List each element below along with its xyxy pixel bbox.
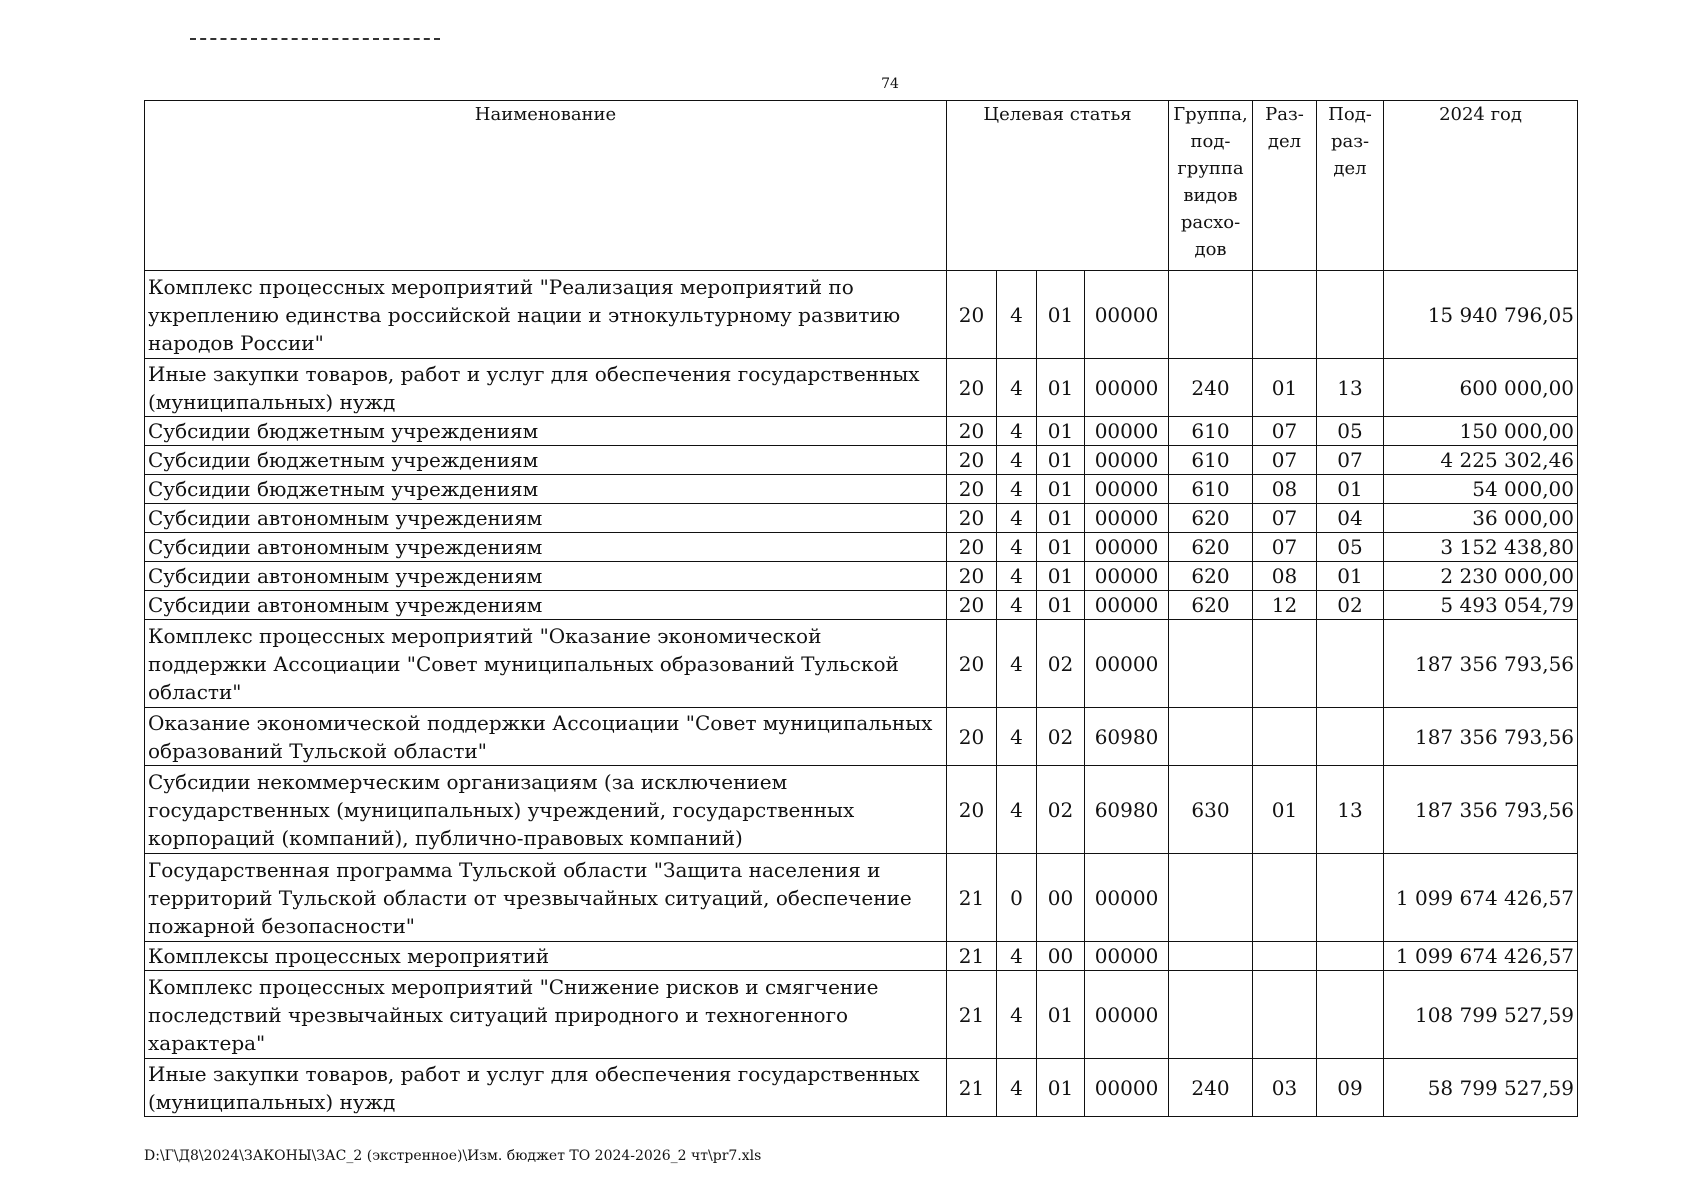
cell-section <box>1253 708 1317 766</box>
cell-target-direction: 00000 <box>1085 504 1169 533</box>
header-subsection: Под-раз-дел <box>1317 101 1384 271</box>
cell-target-direction: 00000 <box>1085 1059 1169 1117</box>
cell-section: 07 <box>1253 533 1317 562</box>
cell-target-direction: 60980 <box>1085 766 1169 854</box>
cell-target-event: 02 <box>1037 620 1085 708</box>
cell-target-direction: 00000 <box>1085 446 1169 475</box>
cell-target-program: 20 <box>947 271 997 359</box>
cell-target-program: 21 <box>947 971 997 1059</box>
cell-target-program: 21 <box>947 1059 997 1117</box>
cell-amount: 1 099 674 426,57 <box>1384 942 1578 971</box>
cell-target-direction: 00000 <box>1085 359 1169 417</box>
cell-section: 07 <box>1253 446 1317 475</box>
cell-target-subprogram: 4 <box>997 766 1037 854</box>
cell-target-direction: 00000 <box>1085 591 1169 620</box>
cell-expense-group <box>1169 620 1253 708</box>
header-section: Раз-дел <box>1253 101 1317 271</box>
cell-target-event: 01 <box>1037 446 1085 475</box>
cell-section <box>1253 971 1317 1059</box>
cell-expense-group: 620 <box>1169 504 1253 533</box>
cell-target-subprogram: 4 <box>997 446 1037 475</box>
cell-amount: 58 799 527,59 <box>1384 1059 1578 1117</box>
cell-target-program: 20 <box>947 359 997 417</box>
cell-target-program: 20 <box>947 591 997 620</box>
cell-target-program: 20 <box>947 504 997 533</box>
cell-amount: 5 493 054,79 <box>1384 591 1578 620</box>
cell-row-name: Оказание экономической поддержки Ассоциации "Совет муниципальных образований Тульской области" <box>145 708 947 766</box>
cell-section: 01 <box>1253 359 1317 417</box>
cell-target-subprogram: 4 <box>997 620 1037 708</box>
cell-target-direction: 00000 <box>1085 620 1169 708</box>
cell-expense-group <box>1169 854 1253 942</box>
cell-expense-group: 240 <box>1169 359 1253 417</box>
cell-subsection <box>1317 620 1384 708</box>
cell-target-direction: 00000 <box>1085 417 1169 446</box>
cell-expense-group: 610 <box>1169 417 1253 446</box>
cell-amount: 187 356 793,56 <box>1384 620 1578 708</box>
cell-subsection: 07 <box>1317 446 1384 475</box>
cell-target-direction: 00000 <box>1085 942 1169 971</box>
cell-expense-group <box>1169 271 1253 359</box>
cell-target-program: 20 <box>947 533 997 562</box>
cell-amount: 108 799 527,59 <box>1384 971 1578 1059</box>
page-number: 74 <box>881 76 899 92</box>
cell-subsection: 13 <box>1317 766 1384 854</box>
cell-section <box>1253 854 1317 942</box>
cell-target-event: 01 <box>1037 971 1085 1059</box>
cell-amount: 187 356 793,56 <box>1384 708 1578 766</box>
cell-row-name: Иные закупки товаров, работ и услуг для обеспечения государственных (муниципальных) нужд <box>145 1059 947 1117</box>
cell-row-name: Комплекс процессных мероприятий "Оказание экономической поддержки Ассоциации "Совет муниципальных образований Тульской области" <box>145 620 947 708</box>
table-row <box>145 1059 1578 1117</box>
cell-section: 01 <box>1253 766 1317 854</box>
cell-subsection: 02 <box>1317 591 1384 620</box>
cell-amount: 15 940 796,05 <box>1384 271 1578 359</box>
cell-expense-group: 620 <box>1169 591 1253 620</box>
header-expense-group: Группа, под-группа видов расхо-дов <box>1169 101 1253 271</box>
cell-target-event: 00 <box>1037 942 1085 971</box>
table-row <box>145 475 1578 504</box>
cell-target-direction: 00000 <box>1085 562 1169 591</box>
cell-target-subprogram: 4 <box>997 533 1037 562</box>
table-row <box>145 562 1578 591</box>
cell-subsection <box>1317 271 1384 359</box>
cell-amount: 54 000,00 <box>1384 475 1578 504</box>
cell-target-subprogram: 4 <box>997 1059 1037 1117</box>
cell-expense-group: 620 <box>1169 562 1253 591</box>
cell-amount: 2 230 000,00 <box>1384 562 1578 591</box>
cell-amount: 600 000,00 <box>1384 359 1578 417</box>
cell-target-program: 21 <box>947 942 997 971</box>
header-name: Наименование <box>145 101 947 271</box>
table-row <box>145 271 1578 359</box>
cell-target-direction: 00000 <box>1085 971 1169 1059</box>
cell-target-direction: 00000 <box>1085 854 1169 942</box>
cell-target-subprogram: 4 <box>997 504 1037 533</box>
cell-target-subprogram: 4 <box>997 359 1037 417</box>
header-year: 2024 год <box>1384 101 1578 271</box>
cell-row-name: Государственная программа Тульской области "Защита населения и территорий Тульской области от чрезвычайных ситуаций, обеспечение пожарной безопасности" <box>145 854 947 942</box>
cell-target-event: 00 <box>1037 854 1085 942</box>
cell-target-program: 20 <box>947 708 997 766</box>
cell-target-program: 20 <box>947 620 997 708</box>
cell-expense-group <box>1169 708 1253 766</box>
cell-target-direction: 00000 <box>1085 271 1169 359</box>
cell-row-name: Субсидии бюджетным учреждениям <box>145 446 947 475</box>
table-row <box>145 359 1578 417</box>
cell-target-direction: 00000 <box>1085 475 1169 504</box>
cell-subsection: 13 <box>1317 359 1384 417</box>
cell-subsection: 09 <box>1317 1059 1384 1117</box>
cell-target-subprogram: 4 <box>997 562 1037 591</box>
cell-section: 08 <box>1253 475 1317 504</box>
cell-target-event: 01 <box>1037 1059 1085 1117</box>
cell-amount: 1 099 674 426,57 <box>1384 854 1578 942</box>
cell-amount: 36 000,00 <box>1384 504 1578 533</box>
cell-section <box>1253 942 1317 971</box>
cell-row-name: Субсидии бюджетным учреждениям <box>145 417 947 446</box>
cell-amount: 187 356 793,56 <box>1384 766 1578 854</box>
cell-target-direction: 60980 <box>1085 708 1169 766</box>
cell-subsection: 04 <box>1317 504 1384 533</box>
cell-target-event: 02 <box>1037 766 1085 854</box>
cell-target-event: 01 <box>1037 271 1085 359</box>
cell-target-event: 01 <box>1037 562 1085 591</box>
cell-target-program: 20 <box>947 562 997 591</box>
cell-target-subprogram: 4 <box>997 971 1037 1059</box>
cell-amount: 150 000,00 <box>1384 417 1578 446</box>
cell-target-subprogram: 4 <box>997 475 1037 504</box>
cell-target-direction: 00000 <box>1085 533 1169 562</box>
cell-expense-group <box>1169 971 1253 1059</box>
cell-row-name: Субсидии бюджетным учреждениям <box>145 475 947 504</box>
cell-target-program: 20 <box>947 475 997 504</box>
cell-target-program: 20 <box>947 766 997 854</box>
cell-target-event: 01 <box>1037 359 1085 417</box>
cell-subsection: 05 <box>1317 533 1384 562</box>
cell-section: 03 <box>1253 1059 1317 1117</box>
cell-row-name: Комплексы процессных мероприятий <box>145 942 947 971</box>
cell-target-event: 01 <box>1037 533 1085 562</box>
cell-row-name: Комплекс процессных мероприятий "Снижение рисков и смягчение последствий чрезвычайных ситуаций природного и техногенного характера" <box>145 971 947 1059</box>
cell-subsection: 05 <box>1317 417 1384 446</box>
top-dashed-line <box>190 38 440 40</box>
table-body <box>145 271 1578 1117</box>
budget-table <box>144 100 1578 1117</box>
cell-target-event: 01 <box>1037 504 1085 533</box>
footer-file-path: D:\Г\Д8\2024\ЗАКОНЫ\ЗАС_2 (экстренное)\Изм. бюджет ТО 2024-2026_2 чт\pr7.xls <box>144 1148 762 1164</box>
table-row <box>145 971 1578 1059</box>
cell-target-program: 21 <box>947 854 997 942</box>
cell-section: 07 <box>1253 504 1317 533</box>
cell-row-name: Комплекс процессных мероприятий "Реализация мероприятий по укреплению единства российской нации и этнокультурному развитию народов России" <box>145 271 947 359</box>
cell-target-event: 01 <box>1037 475 1085 504</box>
cell-expense-group <box>1169 942 1253 971</box>
header-target-article: Целевая статья <box>947 101 1169 271</box>
cell-expense-group: 240 <box>1169 1059 1253 1117</box>
cell-target-subprogram: 0 <box>997 854 1037 942</box>
cell-amount: 3 152 438,80 <box>1384 533 1578 562</box>
table-row <box>145 620 1578 708</box>
cell-target-subprogram: 4 <box>997 591 1037 620</box>
cell-target-subprogram: 4 <box>997 708 1037 766</box>
cell-expense-group: 630 <box>1169 766 1253 854</box>
cell-expense-group: 620 <box>1169 533 1253 562</box>
cell-amount: 4 225 302,46 <box>1384 446 1578 475</box>
cell-target-event: 02 <box>1037 708 1085 766</box>
cell-row-name: Иные закупки товаров, работ и услуг для обеспечения государственных (муниципальных) нужд <box>145 359 947 417</box>
cell-section: 12 <box>1253 591 1317 620</box>
table-row <box>145 446 1578 475</box>
cell-section: 07 <box>1253 417 1317 446</box>
cell-target-subprogram: 4 <box>997 942 1037 971</box>
cell-row-name: Субсидии автономным учреждениям <box>145 591 947 620</box>
cell-subsection <box>1317 971 1384 1059</box>
cell-row-name: Субсидии автономным учреждениям <box>145 533 947 562</box>
table-row <box>145 504 1578 533</box>
cell-section <box>1253 271 1317 359</box>
table-row <box>145 854 1578 942</box>
cell-expense-group: 610 <box>1169 475 1253 504</box>
table-row <box>145 591 1578 620</box>
cell-target-program: 20 <box>947 446 997 475</box>
cell-target-event: 01 <box>1037 417 1085 446</box>
cell-row-name: Субсидии автономным учреждениям <box>145 562 947 591</box>
cell-expense-group: 610 <box>1169 446 1253 475</box>
cell-target-subprogram: 4 <box>997 417 1037 446</box>
cell-row-name: Субсидии некоммерческим организациям (за исключением государственных (муниципальных) учреждений, государственных корпораций (компаний), публично-правовых компаний) <box>145 766 947 854</box>
table-row <box>145 766 1578 854</box>
cell-section <box>1253 620 1317 708</box>
cell-target-subprogram: 4 <box>997 271 1037 359</box>
cell-subsection: 01 <box>1317 475 1384 504</box>
table-row <box>145 533 1578 562</box>
cell-subsection <box>1317 854 1384 942</box>
cell-target-program: 20 <box>947 417 997 446</box>
cell-subsection <box>1317 942 1384 971</box>
table-row <box>145 708 1578 766</box>
cell-subsection: 01 <box>1317 562 1384 591</box>
cell-target-event: 01 <box>1037 591 1085 620</box>
table-row <box>145 942 1578 971</box>
cell-subsection <box>1317 708 1384 766</box>
cell-row-name: Субсидии автономным учреждениям <box>145 504 947 533</box>
table-row <box>145 417 1578 446</box>
cell-section: 08 <box>1253 562 1317 591</box>
